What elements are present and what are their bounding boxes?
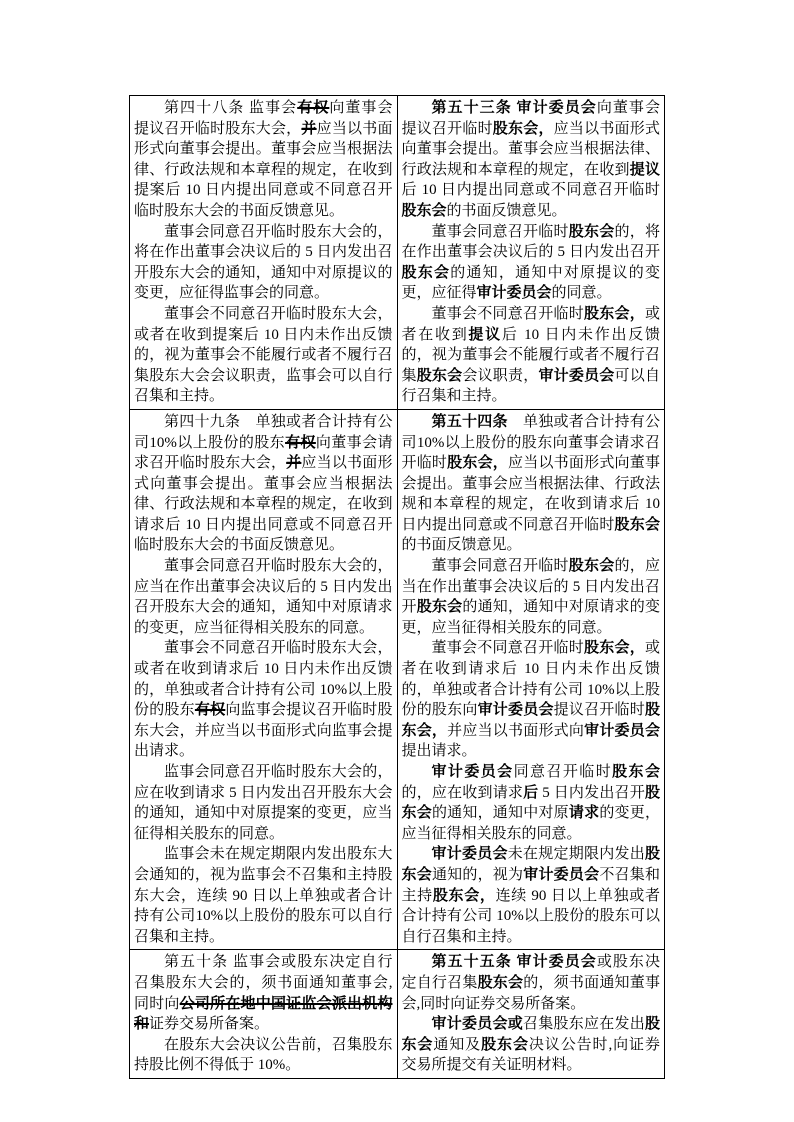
deleted-text-run: 有权 bbox=[285, 434, 316, 451]
changed-text-run: 审计委员会 bbox=[476, 285, 552, 302]
text-run: 向监事会提议召开临时股东大会，并应当以书面形式向监事会提出请求。 bbox=[134, 702, 393, 760]
paragraph bbox=[134, 1035, 393, 1076]
text-run: 可以自行召集和主持。 bbox=[401, 367, 660, 405]
changed-text-run: 股东会， bbox=[401, 702, 660, 739]
text-run: 第五十条 监事会或股东决定自行召集股东大会的，须书面通知董事会,同时向 bbox=[134, 954, 393, 1012]
changed-text-run: 股东会 bbox=[568, 223, 615, 240]
text-run: 董事会不同意召开临时 bbox=[431, 305, 584, 322]
text-run: 董事会同意召开临时 bbox=[431, 223, 569, 240]
changed-text-run: 审计委员会 bbox=[523, 866, 600, 883]
text-run: 第四十九条 单独或者合计持有公司10%以上股份的股东 bbox=[134, 413, 393, 451]
paragraph bbox=[402, 556, 661, 638]
paragraph bbox=[402, 1014, 661, 1076]
text-run: 监事会未在规定期限内发出股东大会通知的，视为监事会不召集和主持股东大会，连续 90 日以上单独或者合计持有公司10%以上股份的股东可以自行召集和主持。 bbox=[134, 846, 393, 945]
text-run: 应当以书面形式向董事会提出。董事会应当根据法律、行政法规和本章程的规定，在收到请求后 10 日内提出同意或不同意召开临时股东大会的书面反馈意见。 bbox=[134, 455, 393, 554]
changed-text-run: 股东会， bbox=[492, 120, 554, 137]
deleted-text-run: 公司所在地中国证监会派出机构和 bbox=[134, 995, 393, 1033]
text-run: 的书面反馈意见。 bbox=[446, 202, 567, 219]
text-run: 向董事会请求召开临时股东大会， bbox=[134, 434, 393, 472]
text-run: 董事会同意召开临时股东大会的，将在作出董事会决议后的 5 日内发出召开股东大会的通知，通知中对原提议的变更，应征得监事会的同意。 bbox=[134, 223, 393, 302]
text-run: 或者在收到 bbox=[401, 305, 660, 343]
text-run: 或股东决定自行召集 bbox=[401, 954, 660, 991]
text-run: 同意召开临时 bbox=[513, 764, 613, 780]
text-run: 董事会不同意召开临时股东大会，或者在收到提案后 10 日内未作出反馈的，视为董事会不能履行或者不履行召集股东大会会议职责，监事会可以自行召集和主持。 bbox=[134, 305, 393, 405]
paragraph bbox=[402, 952, 661, 1014]
changed-text-run: 审计委员会 bbox=[431, 764, 514, 780]
text-run: 召集股东应在发出 bbox=[522, 1016, 645, 1033]
text-run: 的，应当在作出董事会决议后的 5 日内发出召开 bbox=[401, 558, 660, 616]
text-run: 会议职责， bbox=[462, 367, 539, 384]
paragraph bbox=[402, 638, 661, 762]
changed-text-run: 股东会， bbox=[447, 455, 509, 472]
changed-text-run: 股东会 bbox=[416, 367, 463, 384]
paragraph bbox=[402, 412, 661, 556]
paragraph bbox=[402, 304, 661, 407]
text-run: 证券交易所备案。 bbox=[149, 1016, 270, 1033]
text-run: 不召集和主持 bbox=[401, 866, 660, 904]
changed-text-run: 股东会 bbox=[416, 599, 463, 616]
text-run: 决议公告时,向证券交易所提交有关证明材料。 bbox=[401, 1036, 660, 1074]
changed-text-run: 审计委员会 bbox=[538, 367, 615, 384]
text-run: 提议召开临时 bbox=[553, 702, 645, 719]
text-run: 的，须书面通知董事会,同时向证券交易所备案。 bbox=[401, 974, 660, 1012]
text-run: 应当以书面形式向董事会提出。董事会应当根据法律、行政法规和本章程的规定，在收到提案后 10 日内提出同意或不同意召开临时股东大会的书面反馈意见。 bbox=[134, 120, 393, 219]
text-run: 或者在收到请求后 10 日内未作出反馈的，单独或者合计持有公司 10%以上股份的股东向 bbox=[401, 640, 660, 719]
changed-text-run: 审计委员会或 bbox=[431, 1016, 523, 1033]
paragraph bbox=[134, 952, 393, 1034]
text-run: 后 10 日内提出同意或不同意召开临时 bbox=[401, 182, 660, 199]
text-run: 的同意。 bbox=[551, 285, 612, 302]
deleted-text-run: 有权 bbox=[297, 100, 330, 116]
old-article-cell-48 bbox=[130, 96, 398, 410]
changed-text-run: 审计委员会 bbox=[584, 722, 660, 739]
changed-text-run: 审计委员会 bbox=[431, 846, 508, 863]
changed-text-run: 股东会， bbox=[432, 887, 496, 904]
text-run: 通知及 bbox=[433, 1036, 482, 1053]
text-run: 在股东大会决议公告前，召集股东持股比例不得低于 10%。 bbox=[134, 1036, 393, 1074]
text-run: 的通知，通知中对原请求的变更，应当征得相关股东的同意。 bbox=[401, 599, 660, 636]
deleted-text-run: 并 bbox=[286, 455, 302, 472]
text-run: 单独或者合计持有公司10%以上股份的股东向董事会请求召开临时 bbox=[401, 413, 660, 472]
text-run: 连续 90 日以上单独或者合计持有公司 10%以上股份的股东可以自行召集和主持。 bbox=[401, 887, 660, 945]
text-run: 的通知，通知中对原提议的变更，应征得 bbox=[401, 264, 660, 302]
text-run: 董事会同意召开临时 bbox=[431, 558, 569, 575]
new-article-cell-54 bbox=[397, 409, 665, 949]
changed-text-run: 股东会 bbox=[481, 1036, 529, 1053]
paragraph bbox=[402, 844, 661, 947]
text-run: 的变更，应当征得相关股东的同意。 bbox=[401, 805, 660, 842]
changed-text-run: 股东会 bbox=[401, 202, 447, 219]
paragraph bbox=[134, 638, 393, 762]
text-run: 向董事会提议召开临时 bbox=[401, 100, 660, 137]
changed-text-run: 审计委员会 bbox=[477, 702, 554, 719]
text-run: 董事会不同意召开临时股东大会，或者在收到请求后 10 日内未作出反馈的，单独或者合计持有公司 10%以上股份的股东 bbox=[134, 640, 393, 719]
changed-text-run: 第五十五条 审计委员会 bbox=[431, 954, 597, 971]
text-run: 的书面反馈意见。 bbox=[401, 537, 522, 554]
changed-text-run: 后 bbox=[523, 784, 539, 801]
changed-text-run: 提议 bbox=[468, 326, 502, 343]
text-run: 通知的，视为 bbox=[431, 866, 524, 883]
text-run: 提出请求。 bbox=[401, 743, 477, 760]
text-run: 的通知，通知中对原 bbox=[431, 805, 569, 822]
new-article-cell-55 bbox=[397, 950, 665, 1079]
deleted-text-run: 有权 bbox=[194, 702, 226, 719]
new-article-cell-53 bbox=[397, 96, 665, 410]
paragraph bbox=[402, 222, 661, 304]
paragraph bbox=[134, 844, 393, 947]
changed-text-run: 股东会 bbox=[568, 558, 615, 575]
changed-text-run: 股东会 bbox=[401, 264, 451, 281]
changed-text-run: 股东会， bbox=[583, 305, 645, 322]
text-run: 应当以书面形式向董事会提出。董事会应当根据法律、行政法规和本章程的规定，在收到请求后 10 日内提出同意或不同意召开临时 bbox=[401, 455, 660, 533]
table-row-article-49-54 bbox=[130, 409, 665, 949]
paragraph bbox=[134, 762, 393, 844]
changed-text-run: 提议 bbox=[629, 161, 660, 178]
deleted-text-run: 并 bbox=[301, 120, 317, 137]
changed-text-run: 请求 bbox=[568, 805, 600, 822]
changed-text-run: 股东会， bbox=[583, 640, 645, 657]
paragraph bbox=[134, 222, 393, 304]
table-row-article-48-53 bbox=[130, 96, 665, 410]
changed-text-run: 第五十四条 bbox=[431, 413, 508, 430]
paragraph bbox=[134, 98, 393, 222]
changed-text-run: 股东会 bbox=[401, 846, 660, 883]
changed-text-run: 股东会 bbox=[614, 516, 660, 533]
paragraph bbox=[134, 304, 393, 407]
changed-text-run: 股东会 bbox=[401, 784, 660, 822]
text-run: 监事会同意召开临时股东大会的，应在收到请求 5 日内发出召开股东大会的通知，通知中对原提案的变更，应当征得相关股东的同意。 bbox=[134, 764, 393, 842]
text-run: 第四十八条 监事会 bbox=[164, 100, 298, 116]
text-run: 向董事会提议召开临时股东大会， bbox=[134, 100, 393, 137]
text-run: 5 日内发出召开 bbox=[538, 784, 645, 801]
old-article-cell-49 bbox=[130, 409, 398, 949]
comparison-table-body bbox=[130, 96, 665, 1079]
table-row-article-50-55 bbox=[130, 950, 665, 1079]
changed-text-run: 股东会 bbox=[477, 974, 524, 991]
paragraph bbox=[402, 762, 661, 844]
text-run: 的，将在作出董事会决议后的 5 日内发出召开 bbox=[401, 223, 660, 261]
text-run: 并应当以书面形式向 bbox=[447, 722, 585, 739]
changed-text-run: 股东会 bbox=[612, 764, 660, 780]
article-comparison-table bbox=[129, 95, 665, 1079]
text-run: 未在规定期限内发出 bbox=[507, 846, 645, 863]
changed-text-run: 第五十三条 审计委员会 bbox=[431, 100, 597, 116]
text-run: 董事会同意召开临时股东大会的，应当在作出董事会决议后的 5 日内发出召开股东大会的通知，通知中对原请求的变更，应当征得相关股东的同意。 bbox=[134, 558, 393, 636]
text-run: 后 10 日内未作出反馈的，视为董事会不能履行或者不履行召集 bbox=[401, 326, 660, 384]
paragraph bbox=[134, 556, 393, 638]
paragraph bbox=[402, 98, 661, 222]
text-run: 的，应在收到请求 bbox=[401, 784, 524, 801]
text-run: 应当以书面形式向董事会提出。董事会应当根据法律、行政法规和本章程的规定，在收到 bbox=[401, 120, 660, 178]
text-run: 董事会不同意召开临时 bbox=[431, 640, 584, 657]
paragraph bbox=[134, 412, 393, 556]
changed-text-run: 股东会 bbox=[401, 1016, 660, 1053]
old-article-cell-50 bbox=[130, 950, 398, 1079]
